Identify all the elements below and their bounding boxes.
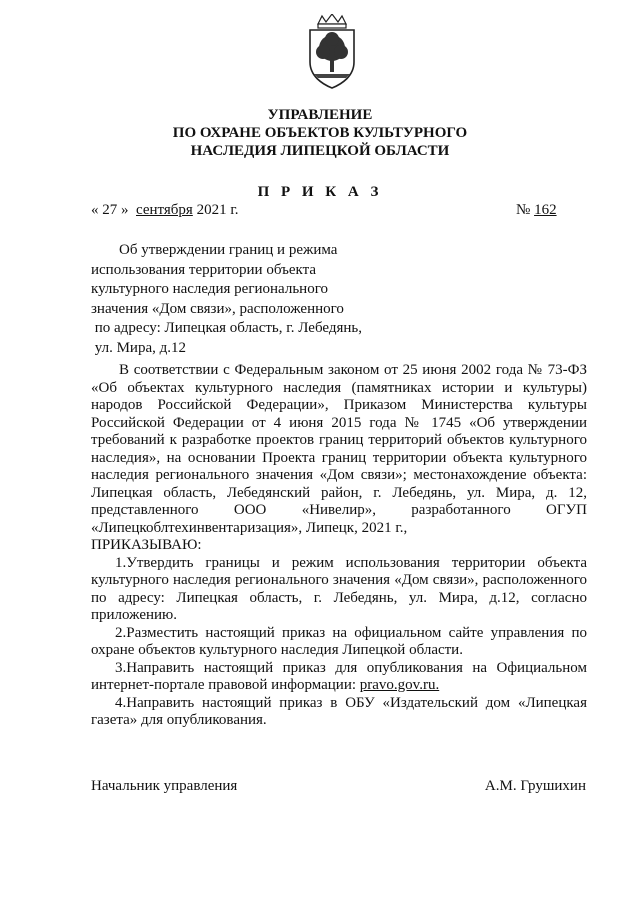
order-body <box>91 362 587 730</box>
document-type: П Р И К А З <box>257 184 383 200</box>
subject-line: Об утверждении границ и режима <box>119 242 338 258</box>
number-prefix: № <box>516 202 531 218</box>
signatory-name: А.М. Грушихин <box>484 778 586 794</box>
subject-line: по адресу: Липецкая область, г. Лебедянь, <box>91 320 362 336</box>
order-item-1: 1.Утвердить границы и режим использования территории объекта культурного наследия регионального значения «Дом связи», расположенного по адресу: Липецкая область, г. Лебедянь, ул. Мира, д.12, согласно приложению. <box>91 554 587 623</box>
order-item-4: 4.Направить настоящий приказ в ОБУ «Издательский дом «Липецкая газета» для опубликования. <box>91 694 587 728</box>
number-value: 162 <box>534 202 557 218</box>
org-line-2: ПО ОХРАНЕ ОБЪЕКТОВ КУЛЬТУРНОГО <box>172 125 468 141</box>
order-date <box>91 202 239 219</box>
date-year: 2021 г. <box>196 202 239 218</box>
coat-of-arms-icon <box>304 14 360 90</box>
date-day: « 27 » <box>91 202 129 218</box>
order-item-3-text: 3.Направить настоящий приказ для опубликования на Официальном интернет-портале правовой информации: <box>91 659 587 693</box>
command-word: ПРИКАЗЫВАЮ: <box>91 537 202 553</box>
order-item-3 <box>91 660 587 695</box>
subject-line: ул. Мира, д.12 <box>91 339 186 356</box>
org-line-1: УПРАВЛЕНИЕ <box>267 107 373 123</box>
organization-name <box>0 106 640 160</box>
signatory-position: Начальник управления <box>91 778 238 794</box>
preamble-paragraph: В соответствии с Федеральным законом от 25 июня 2002 года № 73-ФЗ «Об объектах культурного наследия (памятниках истории и культуры) народов Российской Федерации», Приказом Министерства культуры Российской Федерации от 4 июня 2015 года № 1745 «Об утверждении требований к разработке проектов границ территорий объектов культурного наследия», на основании Проекта границ территории объекта культурного наследия регионального значения «Дом связи»; местонахождение объекта: Липецкая область, Лебедянский район, г. Лебедянь, ул. Мира, д. 12, представленного ООО «Нивелир», разработанного ОГУП «Липецкоблтехинвентаризация», Липецк, 2021 г., <box>91 362 587 536</box>
subject-line: значения «Дом связи», расположенного <box>91 300 344 317</box>
org-line-3: НАСЛЕДИЯ ЛИПЕЦКОЙ ОБЛАСТИ <box>190 143 450 159</box>
subject-line: культурного наследия регионального <box>91 281 328 297</box>
subject-line: использования территории объекта <box>91 261 316 278</box>
order-number <box>516 202 557 219</box>
order-item-2: 2.Разместить настоящий приказ на официальном сайте управления по охране объектов культурного наследия Липецкой области. <box>91 624 587 658</box>
date-month: сентября <box>136 202 193 218</box>
order-subject <box>91 241 381 358</box>
pravo-link[interactable]: pravo.gov.ru. <box>359 677 440 693</box>
